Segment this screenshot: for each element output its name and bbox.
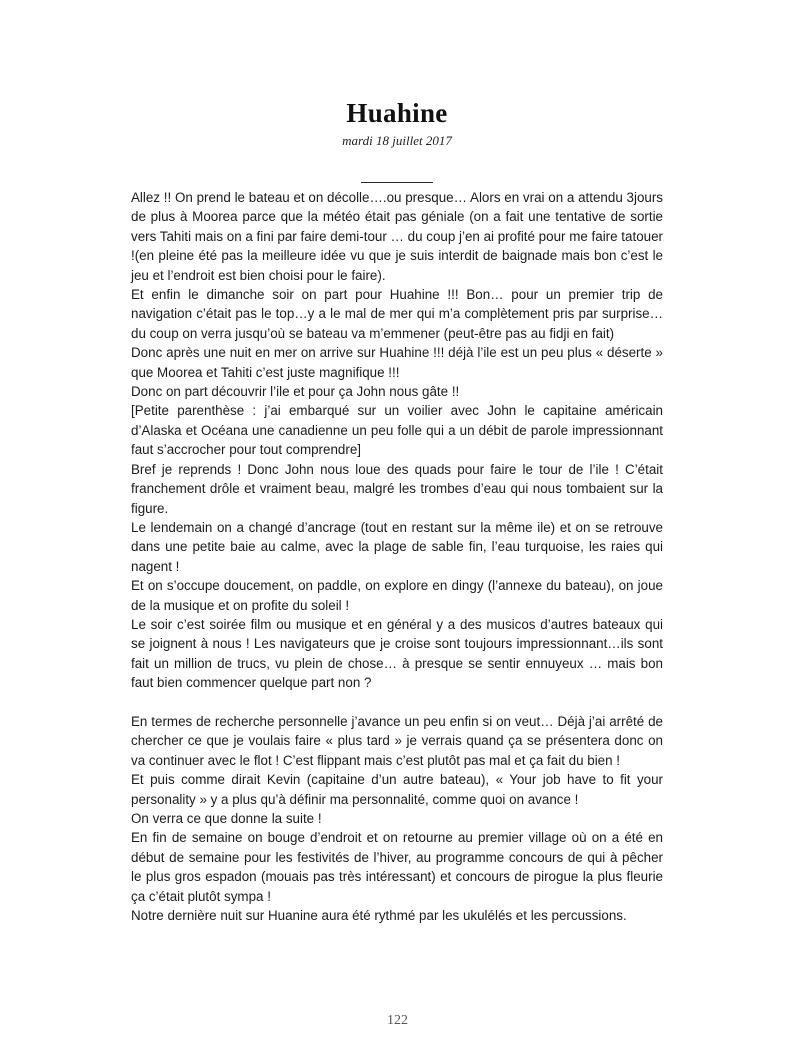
page-title: Huahine bbox=[346, 98, 448, 128]
paragraph: Et puis comme dirait Kevin (capitaine d’un autre bateau), « Your job have to fit your personality » y a plus qu’à définir ma personnalité, comme quoi on avance ! bbox=[131, 772, 663, 807]
paragraph: Bref je reprends ! Donc John nous loue des quads pour faire le tour de l’ile ! C’était franchement drôle et vraiment beau, malgré les trombes d’eau qui nous tombaient sur la figure. bbox=[131, 461, 663, 516]
paragraph: Et on s’occupe doucement, on paddle, on explore en dingy (l’annexe du bateau), on joue de la musique et on profite du soleil ! bbox=[131, 578, 663, 613]
body-text bbox=[131, 188, 663, 925]
date-subtitle: mardi 18 juillet 2017 bbox=[342, 133, 452, 148]
paragraph: Donc après une nuit en mer on arrive sur Huahine !!! déjà l’ile est un peu plus « déserte » que Moorea et Tahiti c’est juste magnifique !!! bbox=[131, 345, 663, 380]
paragraph: Le lendemain on a changé d’ancrage (tout en restant sur la même ile) et on se retrouve dans une petite baie au calme, avec la plage de sable fin, l’eau turquoise, les raies qui nagent ! bbox=[131, 519, 663, 574]
page-number: 122 bbox=[387, 1013, 408, 1028]
section-divider bbox=[361, 182, 433, 183]
paragraph: [Petite parenthèse : j’ai embarqué sur un voilier avec John le capitaine américain d’Alaska et Océana une canadienne un peu folle qui a un débit de parole impressionnant faut s’accrocher pour tout comprendre] bbox=[131, 403, 663, 458]
paragraph: Le soir c’est soirée film ou musique et en général y a des musicos d’autres bateaux qui se joignent à nous ! Les navigateurs que je croise sont toujours impressionnant…ils sont fait un million de trucs, vu plein de chose… à presque se sentir ennuyeux … mais bon faut bien commencer quelque part non ? bbox=[131, 616, 663, 691]
paragraph: Allez !! On prend le bateau et on décolle….ou presque… Alors en vrai on a attendu 3jours de plus à Moorea parce que la météo était pas géniale (on a fait une tentative de sortie vers Tahiti mais on a fini par faire demi-tour … du coup j’en ai profité pour me faire tatouer !(en pleine été pas la meilleure idée vu que je suis interdit de baignade mais bon c’est le jeu et l’endroit est bien choisi pour le faire). bbox=[131, 190, 663, 283]
paragraph: En termes de recherche personnelle j’avance un peu enfin si on veut… Déjà j’ai arrêté de chercher ce que je voulais faire « plus tard » je verrais quand ça se présentera donc on va continuer avec le flot ! C’est flippant mais c’est plutôt pas mal et ça fait du bien ! bbox=[131, 713, 663, 768]
paragraph: Et enfin le dimanche soir on part pour Huahine !!! Bon… pour un premier trip de navigation c’était pas le top…y a le mal de mer qui m’a complètement pris par surprise… du coup on verra jusqu’où se bateau va m’emmener (peut-être pas au fidji en fait) bbox=[131, 287, 663, 341]
page-content bbox=[131, 0, 663, 925]
paragraph: On verra ce que donne la suite ! bbox=[131, 810, 322, 826]
paragraph: Notre dernière nuit sur Huanine aura été rythmé par les ukulélés et les percussions. bbox=[131, 908, 627, 924]
paragraph: Donc on part découvrir l’ile et pour ça John nous gâte !! bbox=[131, 384, 460, 400]
paragraph: En fin de semaine on bouge d’endroit et on retourne au premier village où on a été en début de semaine pour les festivités de l’hiver, au programme concours de qui à pêcher le plus gros espadon (mouais pas très intéressant) et concours de pirogue la plus fleurie ça c’était plutôt sympa ! bbox=[131, 830, 663, 904]
